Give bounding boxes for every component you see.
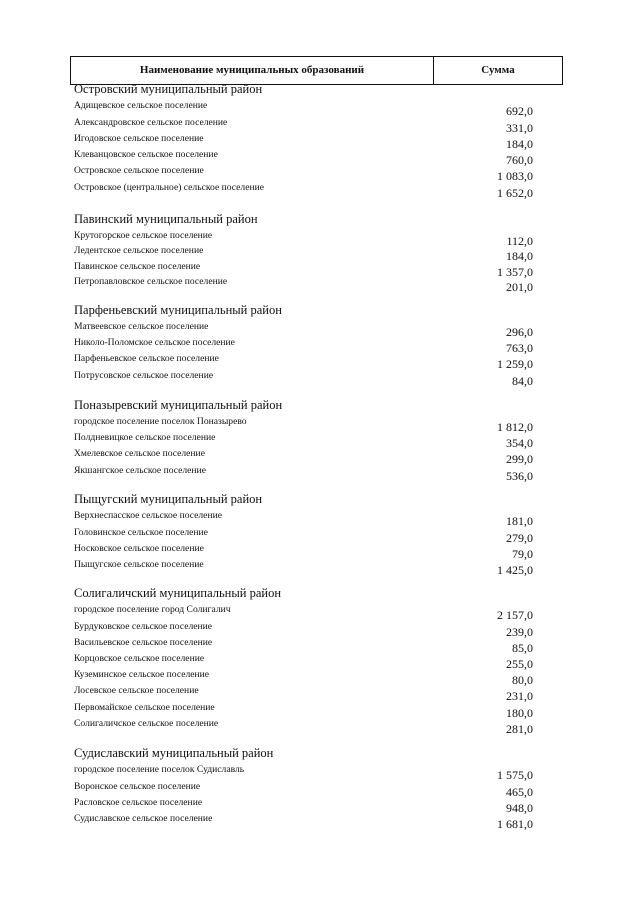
settlement-name: Якшангское сельское поселение (74, 465, 206, 476)
settlement-amount: 1 083,0 (497, 169, 533, 183)
settlement-amount: 692,0 (506, 104, 533, 118)
settlement-amount: 79,0 (512, 547, 533, 561)
settlement-amount: 2 157,0 (497, 608, 533, 622)
settlement-name: городское поселение город Солигалич (74, 604, 231, 615)
district-name: Павинский муниципальный район (74, 212, 258, 226)
settlement-amount: 281,0 (506, 722, 533, 736)
settlement-name: городское поселение поселок Судиславль (74, 764, 245, 775)
district-name: Поназыревский муниципальный район (74, 398, 283, 412)
settlement-name: Крутогорское сельское поселение (74, 230, 213, 241)
settlement-amount: 239,0 (506, 625, 533, 639)
settlement-name: Островское сельское поселение (74, 165, 204, 176)
header-name-column: Наименование муниципальных образований (139, 64, 365, 76)
district-name: Солигаличский муниципальный район (74, 586, 282, 600)
settlement-name: Носковское сельское поселение (74, 543, 204, 554)
settlement-name: Потрусовское сельское поселение (74, 370, 214, 381)
settlement-amount: 296,0 (506, 325, 533, 339)
settlement-amount: 184,0 (506, 137, 533, 151)
settlement-amount: 948,0 (506, 801, 533, 815)
settlement-amount: 1 681,0 (497, 817, 533, 831)
settlement-amount: 763,0 (506, 341, 533, 355)
settlement-amount: 231,0 (506, 689, 533, 703)
settlement-name: Островское (центральное) сельское поселение (74, 182, 264, 193)
settlement-name: Лосевское сельское поселение (74, 685, 199, 696)
settlement-amount: 760,0 (506, 153, 533, 167)
settlement-name: Первомайское сельское поселение (74, 702, 215, 713)
settlement-name: Александровское сельское поселение (74, 117, 228, 128)
settlement-name: Верхнеспасское сельское поселение (74, 510, 222, 521)
table-header (70, 56, 563, 85)
settlement-amount: 536,0 (506, 469, 533, 483)
settlement-name: городское поселение поселок Поназырево (74, 416, 247, 427)
settlement-amount: 255,0 (506, 657, 533, 671)
settlement-amount: 80,0 (512, 673, 533, 687)
settlement-name: Парфеньевское сельское поселение (74, 353, 219, 364)
settlement-amount: 181,0 (506, 514, 533, 528)
settlement-name: Корцовское сельское поселение (74, 653, 205, 664)
settlement-amount: 465,0 (506, 785, 533, 799)
settlement-name: Адищевское сельское поселение (74, 100, 208, 111)
settlement-amount: 279,0 (506, 531, 533, 545)
settlement-amount: 1 425,0 (497, 563, 533, 577)
settlement-amount: 180,0 (506, 706, 533, 720)
settlement-amount: 1 652,0 (497, 186, 533, 200)
settlement-amount: 331,0 (506, 121, 533, 135)
district-name: Пыщугский муниципальный район (74, 492, 263, 506)
district-name: Островский муниципальный район (74, 82, 263, 96)
settlement-amount: 1 575,0 (497, 768, 533, 782)
header-sum-column: Сумма (481, 64, 515, 76)
district-name: Судиславский муниципальный район (74, 746, 274, 760)
settlement-amount: 85,0 (512, 641, 533, 655)
settlement-amount: 299,0 (506, 452, 533, 466)
settlement-name: Васильевское сельское поселение (74, 637, 213, 648)
settlement-name: Ледентское сельское поселение (74, 245, 204, 256)
settlement-amount: 201,0 (506, 280, 533, 294)
settlement-name: Николо-Поломское сельское поселение (74, 337, 235, 348)
settlement-name: Головинское сельское поселение (74, 527, 208, 538)
settlement-name: Клеванцовское сельское поселение (74, 149, 218, 160)
settlement-amount: 84,0 (512, 374, 533, 388)
settlement-name: Пыщугское сельское поселение (74, 559, 204, 570)
settlement-name: Петропавловское сельское поселение (74, 276, 228, 287)
settlement-name: Павинское сельское поселение (74, 261, 201, 272)
settlement-name: Матвеевское сельское поселение (74, 321, 209, 332)
settlement-name: Судиславское сельское поселение (74, 813, 213, 824)
settlement-amount: 354,0 (506, 436, 533, 450)
settlement-name: Бурдуковское сельское поселение (74, 621, 213, 632)
settlement-name: Игодовское сельское поселение (74, 133, 204, 144)
settlement-amount: 184,0 (506, 249, 533, 263)
settlement-amount: 1 357,0 (497, 265, 533, 279)
settlement-name: Куземинское сельское поселение (74, 669, 210, 680)
settlement-name: Воронское сельское поселение (74, 781, 201, 792)
settlement-amount: 1 259,0 (497, 357, 533, 371)
settlement-amount: 1 812,0 (497, 420, 533, 434)
settlement-name: Хмелевское сельское поселение (74, 448, 205, 459)
settlement-name: Полдневицкое сельское поселение (74, 432, 216, 443)
settlement-amount: 112,0 (506, 234, 533, 248)
settlement-name: Расловское сельское поселение (74, 797, 203, 808)
district-name: Парфеньевский муниципальный район (74, 303, 282, 317)
settlement-name: Солигаличское сельское поселение (74, 718, 219, 729)
